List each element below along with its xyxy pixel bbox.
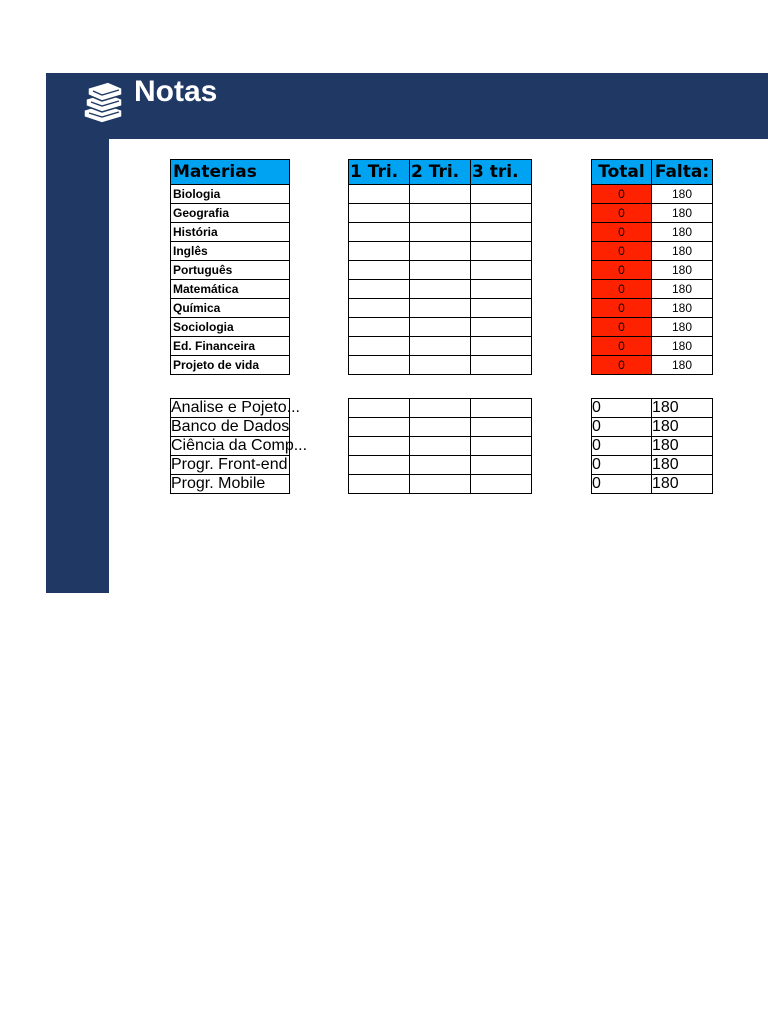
falta-cell: 180 bbox=[652, 280, 713, 299]
grade-cell-tri-3[interactable] bbox=[471, 299, 532, 318]
total-cell: 0 bbox=[592, 318, 652, 337]
falta-cell: 180 bbox=[652, 418, 713, 437]
subject-name: Inglês bbox=[171, 242, 290, 261]
falta-cell: 180 bbox=[652, 356, 713, 375]
grade-cell-tri-2[interactable] bbox=[410, 299, 471, 318]
grade-cell-tri-1[interactable] bbox=[349, 418, 410, 437]
grade-row bbox=[349, 223, 532, 242]
subject-row bbox=[171, 261, 290, 280]
subject-row bbox=[171, 437, 290, 456]
falta-cell: 180 bbox=[652, 475, 713, 494]
grade-cell-tri-2[interactable] bbox=[410, 261, 471, 280]
subject-row bbox=[171, 204, 290, 223]
subject-row bbox=[171, 318, 290, 337]
subject-name: Ciência da Comp... bbox=[171, 437, 308, 454]
total-header: Total bbox=[592, 160, 652, 185]
total-cell: 0 bbox=[592, 223, 652, 242]
total-cell: 0 bbox=[592, 456, 652, 475]
grade-cell-tri-1[interactable] bbox=[349, 261, 410, 280]
grade-row bbox=[349, 261, 532, 280]
total-row bbox=[592, 261, 713, 280]
total-row bbox=[592, 299, 713, 318]
grade-cell-tri-2[interactable] bbox=[410, 399, 471, 418]
subject-name: Química bbox=[171, 299, 290, 318]
subject-row bbox=[171, 356, 290, 375]
grade-row bbox=[349, 318, 532, 337]
subjects-table bbox=[170, 159, 290, 375]
grade-cell-tri-3[interactable] bbox=[471, 356, 532, 375]
total-row bbox=[592, 437, 713, 456]
total-cell: 0 bbox=[592, 185, 652, 204]
subject-name: Matemática bbox=[171, 280, 290, 299]
subject-name: História bbox=[171, 223, 290, 242]
totals-table-2 bbox=[591, 398, 713, 494]
subject-row bbox=[171, 223, 290, 242]
subject-name: Progr. Front-end bbox=[171, 456, 288, 473]
falta-cell: 180 bbox=[652, 185, 713, 204]
subject-row bbox=[171, 280, 290, 299]
books-stack-icon bbox=[80, 80, 126, 124]
grade-cell-tri-1[interactable] bbox=[349, 280, 410, 299]
grade-cell-tri-2[interactable] bbox=[410, 456, 471, 475]
total-row bbox=[592, 223, 713, 242]
total-cell: 0 bbox=[592, 261, 652, 280]
grade-row bbox=[349, 204, 532, 223]
grade-cell-tri-1[interactable] bbox=[349, 456, 410, 475]
subject-row bbox=[171, 299, 290, 318]
grade-cell-tri-3[interactable] bbox=[471, 475, 532, 494]
total-cell: 0 bbox=[592, 280, 652, 299]
subject-row bbox=[171, 185, 290, 204]
falta-cell: 180 bbox=[652, 337, 713, 356]
total-cell: 0 bbox=[592, 399, 652, 418]
falta-cell: 180 bbox=[652, 242, 713, 261]
falta-cell: 180 bbox=[652, 223, 713, 242]
total-row bbox=[592, 337, 713, 356]
grade-cell-tri-1[interactable] bbox=[349, 475, 410, 494]
grade-cell-tri-1[interactable] bbox=[349, 204, 410, 223]
grade-cell-tri-2[interactable] bbox=[410, 437, 471, 456]
grade-cell-tri-1[interactable] bbox=[349, 399, 410, 418]
grade-cell-tri-2[interactable] bbox=[410, 318, 471, 337]
subject-row bbox=[171, 399, 290, 418]
subjects-table-2 bbox=[170, 398, 308, 494]
grade-cell-tri-2[interactable] bbox=[410, 280, 471, 299]
falta-cell: 180 bbox=[652, 399, 713, 418]
grade-row bbox=[349, 418, 532, 437]
grade-row bbox=[349, 475, 532, 494]
subjects-header: Materias bbox=[171, 160, 290, 185]
grade-cell-tri-3[interactable] bbox=[471, 223, 532, 242]
grade-cell-tri-3[interactable] bbox=[471, 456, 532, 475]
subject-name: Ed. Financeira bbox=[171, 337, 290, 356]
grade-cell-tri-2[interactable] bbox=[410, 242, 471, 261]
grade-row bbox=[349, 242, 532, 261]
grade-cell-tri-1[interactable] bbox=[349, 299, 410, 318]
total-cell: 0 bbox=[592, 242, 652, 261]
grades-table bbox=[348, 159, 532, 375]
subject-name: Sociologia bbox=[171, 318, 290, 337]
subject-name: Analise e Pojeto... bbox=[171, 399, 300, 416]
grade-cell-tri-1[interactable] bbox=[349, 356, 410, 375]
grade-cell-tri-1[interactable] bbox=[349, 337, 410, 356]
side-bar bbox=[46, 139, 109, 593]
totals-table bbox=[591, 159, 713, 375]
subject-row bbox=[171, 475, 290, 494]
subject-name: Português bbox=[171, 261, 290, 280]
subject-row bbox=[171, 456, 290, 475]
grade-header-1: 1 Tri. bbox=[349, 160, 410, 185]
grade-cell-tri-2[interactable] bbox=[410, 418, 471, 437]
grade-cell-tri-3[interactable] bbox=[471, 437, 532, 456]
total-row bbox=[592, 280, 713, 299]
grade-row bbox=[349, 437, 532, 456]
grade-row bbox=[349, 356, 532, 375]
total-row bbox=[592, 418, 713, 437]
grade-row bbox=[349, 280, 532, 299]
grade-cell-tri-2[interactable] bbox=[410, 185, 471, 204]
subject-row bbox=[171, 337, 290, 356]
grade-row bbox=[349, 337, 532, 356]
falta-cell: 180 bbox=[652, 318, 713, 337]
falta-cell: 180 bbox=[652, 299, 713, 318]
grade-cell-tri-3[interactable] bbox=[471, 185, 532, 204]
total-row bbox=[592, 475, 713, 494]
total-row bbox=[592, 399, 713, 418]
total-row bbox=[592, 242, 713, 261]
falta-header: Falta: bbox=[652, 160, 713, 185]
grade-cell-tri-1[interactable] bbox=[349, 242, 410, 261]
total-cell: 0 bbox=[592, 337, 652, 356]
total-row bbox=[592, 356, 713, 375]
subject-row bbox=[171, 418, 290, 437]
grade-cell-tri-1[interactable] bbox=[349, 437, 410, 456]
total-cell: 0 bbox=[592, 437, 652, 456]
total-cell: 0 bbox=[592, 418, 652, 437]
falta-cell: 180 bbox=[652, 204, 713, 223]
grade-row bbox=[349, 299, 532, 318]
grade-cell-tri-2[interactable] bbox=[410, 223, 471, 242]
subject-row bbox=[171, 242, 290, 261]
grade-cell-tri-3[interactable] bbox=[471, 418, 532, 437]
grade-cell-tri-3[interactable] bbox=[471, 261, 532, 280]
total-cell: 0 bbox=[592, 299, 652, 318]
grade-cell-tri-3[interactable] bbox=[471, 399, 532, 418]
total-row bbox=[592, 456, 713, 475]
grade-cell-tri-2[interactable] bbox=[410, 475, 471, 494]
total-row bbox=[592, 185, 713, 204]
grade-header-3: 3 tri. bbox=[471, 160, 532, 185]
grade-cell-tri-2[interactable] bbox=[410, 356, 471, 375]
falta-cell: 180 bbox=[652, 456, 713, 475]
total-cell: 0 bbox=[592, 204, 652, 223]
subject-name: Banco de Dados bbox=[171, 418, 290, 435]
subject-name: Geografia bbox=[171, 204, 290, 223]
grade-cell-tri-3[interactable] bbox=[471, 242, 532, 261]
grades-table-2 bbox=[348, 398, 532, 494]
grade-row bbox=[349, 185, 532, 204]
grade-row bbox=[349, 456, 532, 475]
subject-name: Progr. Mobile bbox=[171, 475, 290, 494]
falta-cell: 180 bbox=[652, 261, 713, 280]
total-cell: 0 bbox=[592, 356, 652, 375]
page-title: Notas bbox=[134, 75, 218, 108]
subject-name: Projeto de vida bbox=[171, 356, 290, 375]
grade-cell-tri-2[interactable] bbox=[410, 204, 471, 223]
grade-cell-tri-1[interactable] bbox=[349, 318, 410, 337]
grade-cell-tri-3[interactable] bbox=[471, 337, 532, 356]
total-row bbox=[592, 318, 713, 337]
grade-cell-tri-3[interactable] bbox=[471, 318, 532, 337]
grade-cell-tri-2[interactable] bbox=[410, 337, 471, 356]
grade-row bbox=[349, 399, 532, 418]
grade-cell-tri-3[interactable] bbox=[471, 204, 532, 223]
total-row bbox=[592, 204, 713, 223]
grade-cell-tri-1[interactable] bbox=[349, 223, 410, 242]
subject-name: Biologia bbox=[171, 185, 290, 204]
grade-cell-tri-3[interactable] bbox=[471, 280, 532, 299]
grade-cell-tri-1[interactable] bbox=[349, 185, 410, 204]
grade-header-2: 2 Tri. bbox=[410, 160, 471, 185]
total-cell: 0 bbox=[592, 475, 652, 494]
falta-cell: 180 bbox=[652, 437, 713, 456]
